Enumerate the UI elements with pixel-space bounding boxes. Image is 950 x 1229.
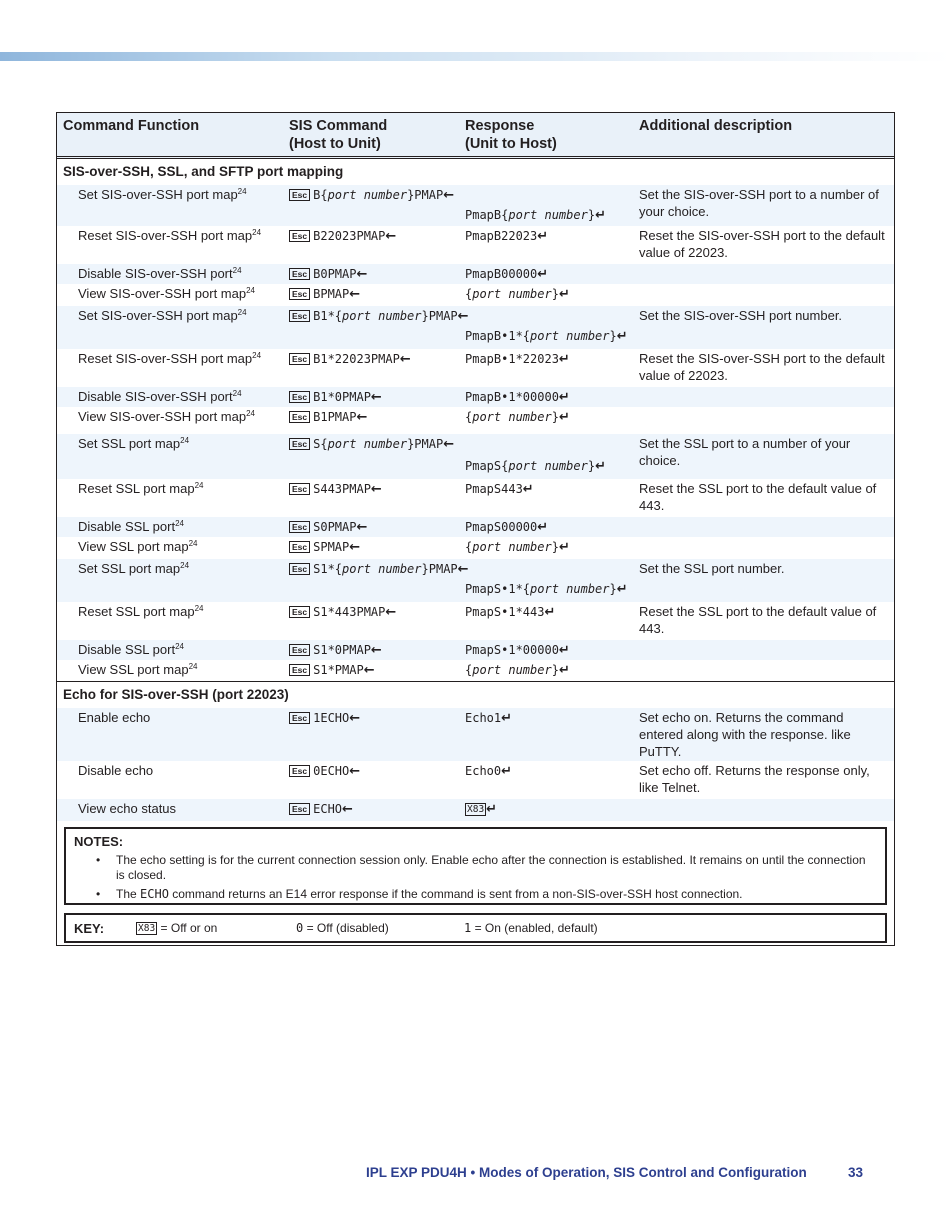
esc-key-icon: Esc	[289, 606, 310, 618]
return-arrow-icon: ↵	[537, 520, 549, 535]
footnote-ref: 24	[246, 286, 256, 295]
response-text: PmapB•1*00000	[465, 390, 559, 404]
esc-key-icon: Esc	[289, 521, 310, 533]
esc-key-icon: Esc	[289, 230, 310, 242]
response-text: PmapS•1*{	[465, 582, 531, 596]
response-text-suffix: }	[587, 459, 596, 473]
response-cell	[465, 227, 548, 245]
response-variable: port number	[508, 459, 588, 473]
response-text: PmapB•1*22023	[465, 352, 559, 366]
table-row	[57, 407, 894, 434]
table-row	[57, 349, 894, 387]
command-function-cell	[78, 435, 189, 452]
return-arrow-icon: ↵	[537, 267, 549, 282]
command-text: 0ECHO	[313, 764, 350, 778]
return-arrow-icon: ↵	[537, 229, 549, 244]
sis-command-cell	[289, 603, 396, 621]
return-arrow-icon: ↵	[558, 643, 570, 658]
command-function-cell	[78, 709, 150, 726]
response-text-suffix: }	[551, 663, 559, 677]
esc-key-icon: Esc	[289, 483, 310, 495]
command-text: ECHO	[313, 802, 343, 816]
key-label: KEY:	[74, 921, 105, 936]
header-sis-command-line1: SIS Command	[289, 118, 388, 134]
left-arrow-icon: ←	[385, 229, 397, 244]
zero-text: = Off (disabled)	[306, 921, 389, 935]
notes-title: NOTES:	[74, 834, 124, 849]
left-arrow-icon: ←	[349, 287, 361, 302]
command-function-cell	[78, 480, 203, 497]
response-variable: port number	[508, 208, 588, 222]
esc-key-icon: Esc	[289, 288, 310, 300]
sis-command-cell	[289, 800, 353, 818]
command-function-cell	[78, 518, 184, 535]
response-cell	[465, 206, 606, 224]
header-response	[465, 117, 557, 153]
left-arrow-icon: ←	[370, 482, 382, 497]
description-cell: Set the SIS-over-SSH port to a number of your choice.	[639, 187, 879, 219]
response-cell	[465, 580, 628, 598]
left-arrow-icon: ←	[457, 562, 469, 577]
return-arrow-icon: ↵	[558, 390, 570, 405]
return-arrow-icon: ↵	[501, 764, 513, 779]
x83-text: = Off or on	[160, 921, 218, 935]
sis-command-cell	[289, 480, 382, 498]
response-cell	[465, 518, 548, 536]
esc-key-icon: Esc	[289, 391, 310, 403]
command-text: B1*22023PMAP	[313, 352, 400, 366]
command-function-cell	[78, 285, 255, 302]
bullet-icon: •	[96, 887, 101, 901]
note-text-1: The echo setting is for the current connection session only. Enable echo after the connection is established. It remains on until the connection is closed.	[116, 853, 866, 882]
esc-key-icon: Esc	[289, 353, 310, 365]
esc-key-icon: Esc	[289, 765, 310, 777]
command-function-label: Reset SIS-over-SSH port map	[78, 351, 253, 366]
sis-command-cell	[289, 641, 382, 659]
response-text: PmapB22023	[465, 229, 538, 243]
response-text: PmapB{	[465, 208, 509, 222]
section-title-ssh: SIS-over-SSH, SSL, and SFTP port mapping	[63, 164, 344, 179]
command-text: B1PMAP	[313, 410, 357, 424]
response-text: {	[465, 410, 473, 424]
command-function-cell	[78, 641, 184, 658]
esc-key-icon: Esc	[289, 803, 310, 815]
left-arrow-icon: ←	[457, 309, 469, 324]
response-cell	[465, 480, 534, 498]
return-arrow-icon: ↵	[595, 208, 606, 223]
response-text-suffix: }	[587, 208, 596, 222]
command-function-cell	[78, 388, 242, 405]
command-text: S1*443PMAP	[313, 605, 386, 619]
table-row	[57, 387, 894, 407]
left-arrow-icon: ←	[385, 605, 397, 620]
table-row	[57, 799, 894, 821]
left-arrow-icon: ←	[356, 520, 368, 535]
description-cell: Reset the SSL port to the default value of 443.	[639, 481, 877, 513]
header-command-function: Command Function	[63, 118, 200, 134]
command-text: S{	[313, 437, 328, 451]
command-text: S0PMAP	[313, 520, 357, 534]
page-number: 33	[848, 1165, 864, 1180]
command-text-suffix: }PMAP	[421, 562, 458, 576]
table-row	[57, 284, 894, 306]
response-variable: port number	[472, 410, 552, 424]
table-row	[57, 434, 894, 479]
response-cell	[465, 800, 497, 818]
key-item-x83	[136, 921, 217, 935]
command-function-label: Set SSL port map	[78, 561, 181, 576]
command-text-suffix: }PMAP	[421, 309, 458, 323]
sis-command-cell	[289, 762, 360, 780]
response-text: PmapS00000	[465, 520, 538, 534]
response-text: PmapS443	[465, 482, 523, 496]
command-function-label: Enable echo	[78, 710, 151, 725]
left-arrow-icon: ←	[370, 643, 382, 658]
command-function-label: Set SIS-over-SSH port map	[78, 308, 238, 323]
left-arrow-icon: ←	[356, 410, 368, 425]
response-cell	[465, 327, 628, 345]
response-text: Echo0	[465, 764, 502, 778]
command-variable: port number	[327, 188, 408, 202]
return-arrow-icon: ↵	[616, 329, 628, 344]
sis-command-cell	[289, 307, 469, 325]
table-row	[57, 660, 894, 681]
command-function-label: Set SIS-over-SSH port map	[78, 187, 238, 202]
response-text: PmapS•1*00000	[465, 643, 559, 657]
command-function-cell	[78, 560, 189, 577]
esc-key-icon: Esc	[289, 438, 310, 450]
footnote-ref: 24	[175, 519, 184, 528]
sis-command-cell	[289, 186, 454, 204]
return-arrow-icon: ↵	[558, 287, 570, 302]
command-function-label: View SIS-over-SSH port map	[78, 286, 247, 301]
description-cell: Set the SSL port to a number of your choice.	[639, 436, 851, 468]
footnote-ref: 24	[194, 604, 204, 613]
sis-command-cell	[289, 408, 367, 426]
return-arrow-icon: ↵	[486, 802, 498, 817]
x83-symbol: X83	[138, 923, 156, 934]
response-cell	[465, 285, 570, 303]
response-variable: port number	[472, 287, 552, 301]
command-text-suffix: }PMAP	[407, 188, 444, 202]
command-function-cell	[78, 186, 247, 203]
command-function-label: Disable echo	[78, 763, 154, 778]
one-symbol: 1	[464, 921, 472, 935]
command-function-cell	[78, 307, 247, 324]
left-arrow-icon: ←	[443, 437, 455, 452]
left-arrow-icon: ←	[363, 663, 375, 678]
table-row	[57, 226, 894, 264]
table-row	[57, 479, 894, 517]
command-function-cell	[78, 227, 261, 244]
command-text: BPMAP	[313, 287, 350, 301]
command-function-cell	[78, 661, 197, 678]
esc-key-icon: Esc	[289, 664, 310, 676]
command-function-label: Reset SSL port map	[78, 604, 195, 619]
command-function-label: Disable SIS-over-SSH port	[78, 266, 233, 281]
command-variable: port number	[342, 309, 422, 323]
command-function-label: Reset SIS-over-SSH port map	[78, 228, 253, 243]
table-row	[57, 185, 894, 226]
table-header	[57, 113, 894, 159]
response-text-suffix: }	[609, 582, 617, 596]
footnote-ref: 24	[188, 662, 198, 671]
zero-symbol: 0	[296, 921, 304, 935]
response-variable: port number	[530, 582, 610, 596]
sis-command-cell	[289, 388, 382, 406]
response-text-suffix: }	[609, 329, 617, 343]
table-row	[57, 602, 894, 640]
footnote-ref: 24	[237, 187, 247, 196]
description-cell: Reset the SIS-over-SSH port to the default value of 22023.	[639, 351, 885, 383]
header-sis-command-line2: (Host to Unit)	[289, 136, 381, 152]
command-text: S1*{	[313, 562, 343, 576]
esc-key-icon: Esc	[289, 712, 310, 724]
response-text: PmapS{	[465, 459, 509, 473]
response-text: {	[465, 287, 473, 301]
esc-key-icon: Esc	[289, 644, 310, 656]
note-item-1	[96, 853, 876, 883]
sis-command-cell	[289, 227, 396, 245]
command-function-label: Disable SSL port	[78, 642, 176, 657]
command-text: B0PMAP	[313, 267, 357, 281]
left-arrow-icon: ←	[342, 802, 353, 817]
response-variable: port number	[472, 663, 552, 677]
sis-command-cell	[289, 285, 360, 303]
description-cell: Reset the SIS-over-SSH port to the default value of 22023.	[639, 228, 885, 260]
response-cell	[465, 762, 512, 780]
left-arrow-icon: ←	[443, 188, 455, 203]
response-cell	[465, 641, 570, 659]
sis-command-cell	[289, 435, 454, 453]
note-text-2-post: command returns an E14 error response if the command is sent from a non-SIS-over-SSH host connection.	[168, 887, 743, 901]
note-item-2	[96, 887, 876, 902]
command-table	[56, 112, 895, 946]
footnote-ref: 24	[237, 308, 247, 317]
esc-key-icon: Esc	[289, 189, 310, 201]
command-function-cell	[78, 762, 153, 779]
footnote-ref: 24	[246, 409, 256, 418]
command-text: S1*0PMAP	[313, 643, 371, 657]
section-divider	[57, 681, 894, 682]
return-arrow-icon: ↵	[616, 582, 628, 597]
description-cell: Set the SIS-over-SSH port number.	[639, 308, 843, 323]
sis-command-cell	[289, 560, 469, 578]
response-text: PmapB00000	[465, 267, 538, 281]
command-text: S1*PMAP	[313, 663, 364, 677]
esc-key-icon: Esc	[289, 268, 310, 280]
key-item-one	[464, 921, 598, 935]
notes-box	[64, 827, 887, 905]
response-cell	[465, 661, 570, 679]
command-function-label: Reset SSL port map	[78, 481, 195, 496]
response-cell	[465, 388, 570, 406]
command-function-label: Set SSL port map	[78, 436, 181, 451]
left-arrow-icon: ←	[370, 390, 382, 405]
return-arrow-icon: ↵	[501, 711, 513, 726]
one-text: = On (enabled, default)	[474, 921, 598, 935]
footnote-ref: 24	[232, 389, 242, 398]
table-row	[57, 264, 894, 284]
header-sis-command	[289, 117, 387, 153]
response-cell	[465, 603, 555, 621]
footnote-ref: 24	[175, 642, 184, 651]
esc-key-icon: Esc	[289, 310, 310, 322]
table-row	[57, 640, 894, 660]
header-response-line1: Response	[465, 118, 535, 134]
response-cell	[465, 350, 570, 368]
command-text: 1ECHO	[313, 711, 350, 725]
footnote-ref: 24	[252, 228, 262, 237]
note-code-echo: ECHO	[140, 887, 169, 901]
response-cell	[465, 457, 606, 475]
command-function-cell	[78, 603, 203, 620]
header-additional-description: Additional description	[639, 118, 793, 134]
left-arrow-icon: ←	[356, 267, 368, 282]
response-cell	[465, 538, 570, 556]
command-function-cell	[78, 538, 197, 555]
sis-command-cell	[289, 350, 411, 368]
footnote-ref: 24	[180, 436, 190, 445]
response-text: PmapS•1*443	[465, 605, 545, 619]
command-function-cell	[78, 408, 255, 425]
command-text: SPMAP	[313, 540, 350, 554]
description-cell: Reset the SSL port to the default value of 443.	[639, 604, 877, 636]
description-cell: Set the SSL port number.	[639, 561, 785, 576]
response-text-suffix: }	[551, 410, 559, 424]
return-arrow-icon: ↵	[544, 605, 556, 620]
command-function-label: View SIS-over-SSH port map	[78, 409, 247, 424]
header-response-line2: (Unit to Host)	[465, 136, 557, 152]
command-function-cell	[78, 265, 242, 282]
response-cell	[465, 265, 548, 283]
table-row	[57, 537, 894, 559]
left-arrow-icon: ←	[349, 540, 361, 555]
command-function-cell	[78, 350, 261, 367]
x83-symbol: X83	[467, 804, 485, 815]
footnote-ref: 24	[252, 351, 262, 360]
sis-command-cell	[289, 709, 360, 727]
description-cell: Set echo on. Returns the command entered along with the response. like PuTTY.	[639, 710, 851, 759]
response-text: PmapB•1*{	[465, 329, 531, 343]
section-title-echo: Echo for SIS-over-SSH (port 22023)	[63, 687, 289, 702]
footnote-ref: 24	[232, 266, 242, 275]
command-text: B1*{	[313, 309, 343, 323]
note-text-2-pre: The	[116, 887, 141, 901]
command-function-label: View SSL port map	[78, 539, 189, 554]
left-arrow-icon: ←	[349, 764, 361, 779]
response-variable: port number	[472, 540, 552, 554]
footer-title: IPL EXP PDU4H • Modes of Operation, SIS Control and Configuration	[366, 1165, 807, 1180]
command-function-label: Disable SSL port	[78, 519, 176, 534]
description-cell: Set echo off. Returns the response only, like Telnet.	[639, 763, 870, 795]
response-cell	[465, 408, 570, 426]
response-cell	[465, 709, 512, 727]
return-arrow-icon: ↵	[558, 352, 570, 367]
command-text: B22023PMAP	[313, 229, 386, 243]
table-row	[57, 517, 894, 537]
command-text-suffix: }PMAP	[407, 437, 444, 451]
sis-command-cell	[289, 538, 360, 556]
response-text-suffix: }	[551, 540, 559, 554]
footnote-ref: 24	[180, 561, 190, 570]
top-gradient-bar	[0, 52, 950, 61]
key-box	[64, 913, 887, 943]
sis-command-cell	[289, 265, 367, 283]
command-function-label: Disable SIS-over-SSH port	[78, 389, 233, 404]
left-arrow-icon: ←	[349, 711, 361, 726]
table-row	[57, 306, 894, 349]
key-item-zero	[296, 921, 389, 935]
return-arrow-icon: ↵	[558, 663, 570, 678]
command-function-cell	[78, 800, 176, 817]
response-text: {	[465, 663, 473, 677]
esc-key-icon: Esc	[289, 411, 310, 423]
bullet-icon: •	[96, 853, 101, 867]
command-text: S443PMAP	[313, 482, 371, 496]
sis-command-cell	[289, 518, 367, 536]
return-arrow-icon: ↵	[595, 459, 606, 474]
return-arrow-icon: ↵	[558, 540, 570, 555]
command-function-label: View SSL port map	[78, 662, 189, 677]
table-row	[57, 559, 894, 602]
esc-key-icon: Esc	[289, 563, 310, 575]
left-arrow-icon: ←	[399, 352, 411, 367]
footnote-ref: 24	[194, 481, 204, 490]
return-arrow-icon: ↵	[522, 482, 534, 497]
return-arrow-icon: ↵	[558, 410, 570, 425]
sis-command-cell	[289, 661, 375, 679]
table-row	[57, 708, 894, 761]
command-text: B{	[313, 188, 328, 202]
command-variable: port number	[327, 437, 408, 451]
table-row	[57, 761, 894, 799]
command-function-label: View echo status	[78, 801, 177, 816]
esc-key-icon: Esc	[289, 541, 310, 553]
response-text: {	[465, 540, 473, 554]
command-text: B1*0PMAP	[313, 390, 371, 404]
command-variable: port number	[342, 562, 422, 576]
response-variable: port number	[530, 329, 610, 343]
footnote-ref: 24	[188, 539, 198, 548]
response-text: Echo1	[465, 711, 502, 725]
response-text-suffix: }	[551, 287, 559, 301]
